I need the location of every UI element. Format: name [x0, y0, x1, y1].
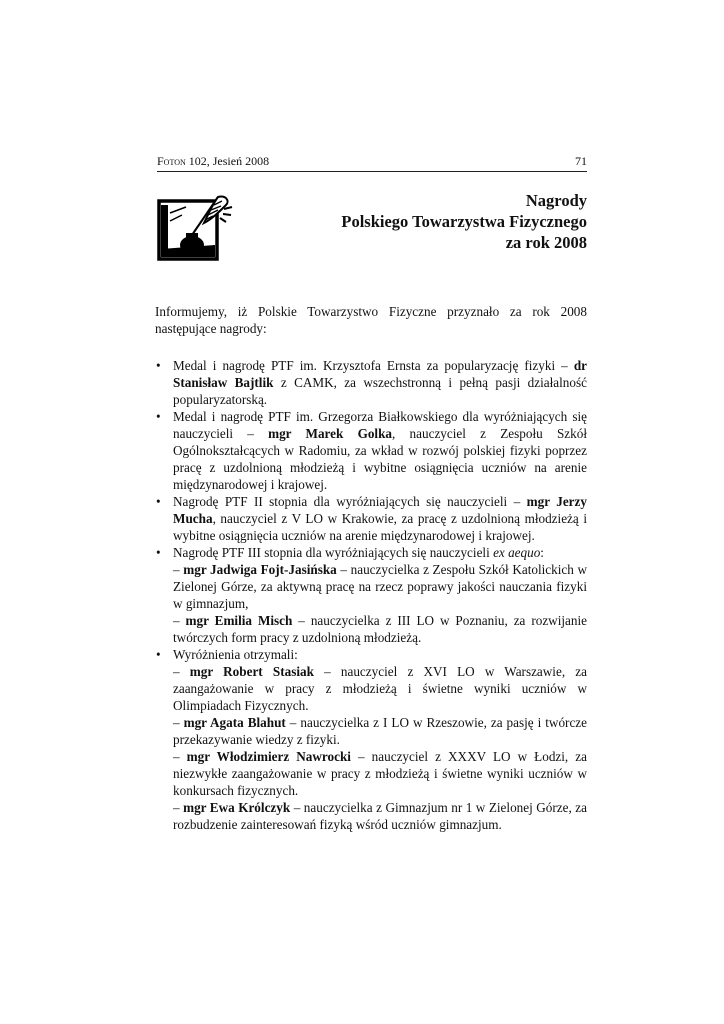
issue-info: 102, Jesień 2008 [188, 154, 270, 168]
journal-name: Foton [157, 154, 186, 168]
page-number: 71 [575, 154, 587, 168]
item-text: Medal i nagrodę PTF im. Grzegorza Białkowskiego dla wyróżniających się nauczycieli – [173, 409, 587, 441]
entry-text: – nauczycielka z Gimnazjum nr 1 w Zielonej Górze, za rozbudzenie zainteresowań fizyką wśród uczniów gimnazjum. [173, 800, 587, 832]
title-line-1: Nagrody [525, 191, 587, 210]
sub-entry [173, 799, 587, 833]
item-text: Medal i nagrodę PTF im. Krzysztofa Ernsta za popularyzację fizyki – [173, 358, 574, 373]
awardee-name: mgr Jerzy Mucha [173, 494, 587, 526]
sub-entry [173, 612, 587, 646]
sub-entry [173, 714, 587, 748]
awardee-name: mgr Włodzimierz Nawrocki [186, 749, 351, 764]
entry-dash: – [173, 715, 184, 730]
entry-dash: – [173, 613, 186, 628]
awards-list [155, 357, 587, 833]
page-title [227, 190, 587, 253]
entry-dash: – [173, 664, 190, 679]
sub-entry [173, 663, 587, 714]
awardee-name: mgr Ewa Królczyk [183, 800, 291, 815]
item-text: , nauczyciel z Zespołu Szkół Ogólnokształcących w Radomiu, za wkład w rozwój polskiej fizyki poprzez pracę z uzdolnioną młodzieżą i wybitne osiągnięcia uczniów na arenie międzynarodowej i krajowej. [173, 426, 587, 492]
quill-inkwell-icon [156, 193, 236, 263]
item-text: : [540, 545, 544, 560]
item-text: Nagrodę PTF II stopnia dla wyróżniających się nauczycieli – [173, 494, 527, 509]
item-text: Wyróżnienia otrzymali: [173, 647, 298, 662]
list-item [155, 357, 587, 408]
entry-text: – nauczycielka z I LO w Rzeszowie, za pasję i twórcze przekazywanie wiedzy z fizyki. [173, 715, 588, 747]
entry-dash: – [173, 800, 184, 815]
intro-paragraph: Informujemy, iż Polskie Towarzystwo Fizyczne przyznało za rok 2008 następujące nagrody: [155, 304, 587, 336]
item-text: z CAMK, za wszechstronną i pełną pasji działalność popularyzatorską. [173, 375, 587, 407]
title-line-3: za rok 2008 [505, 233, 587, 252]
entry-dash: – [173, 749, 187, 764]
entry-text: – nauczyciel z XXXV LO w Łodzi, za niezwykłe zaangażowanie w pracy z młodzieżą i świetne wyniki uczniów w konkursach fizycznych. [173, 749, 587, 798]
list-item [155, 544, 587, 646]
running-header [157, 154, 587, 172]
list-item [155, 408, 587, 493]
article-body [155, 303, 587, 833]
sub-entry [173, 748, 587, 799]
awardee-name: mgr Emilia Misch [185, 613, 293, 628]
sub-entry [173, 561, 587, 612]
item-text: , nauczyciel z V LO w Krakowie, za pracę z uzdolnioną młodzieżą i wybitne osiągnięcia uczniów na arenie międzynarodowej i krajowej. [173, 511, 587, 543]
entry-text: – nauczycielka z Zespołu Szkół Katolickich w Zielonej Górze, za aktywną pracę na rzecz poprawy jakości nauczania fizyki w gimnazjum, [173, 562, 588, 611]
list-item [155, 493, 587, 544]
entry-dash: – [173, 562, 184, 577]
entry-text: – nauczyciel z XVI LO w Warszawie, za zaangażowanie w pracy z młodzieżą i świetne wyniki uczniów w Olimpiadach Fizycznych. [173, 664, 588, 713]
item-text: Nagrodę PTF III stopnia dla wyróżniających się nauczycieli [173, 545, 494, 560]
header-left [157, 154, 269, 168]
item-italic: ex aequo [493, 545, 541, 560]
awardee-name: mgr Jadwiga Fojt-Jasińska [183, 562, 337, 577]
awardee-name: dr Stanisław Bajtlik [173, 358, 587, 390]
awardee-name: mgr Agata Blahut [183, 715, 286, 730]
awardee-name: mgr Marek Golka [268, 426, 393, 441]
awardee-name: mgr Robert Stasiak [189, 664, 314, 679]
list-item [155, 646, 587, 833]
title-line-2: Polskiego Towarzystwa Fizycznego [341, 212, 587, 231]
entry-text: – nauczycielka z III LO w Poznaniu, za rozwijanie twórczych form pracy z uzdolnioną młodzieżą. [173, 613, 587, 645]
